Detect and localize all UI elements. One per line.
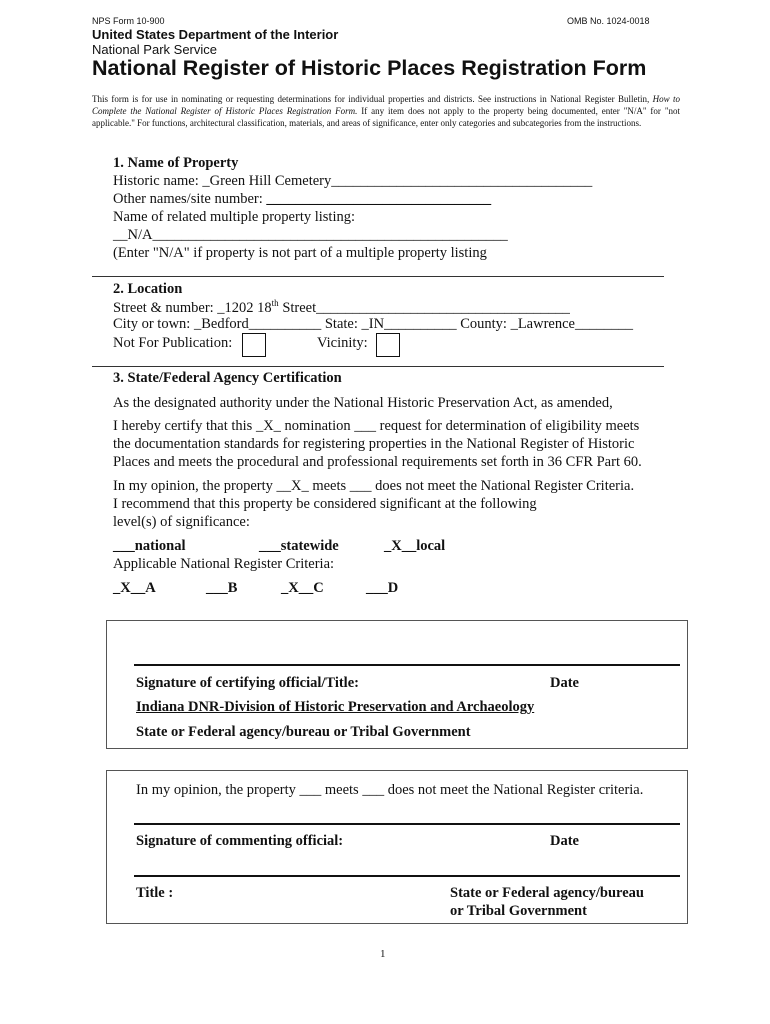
criteria-label: Applicable National Register Criteria: <box>113 556 335 572</box>
certifying-agency-type: State or Federal agency/bureau or Tribal Government <box>136 724 471 740</box>
commenting-agency-line2: or Tribal Government <box>450 903 587 919</box>
level-local: _X__local <box>384 538 446 554</box>
criteria-d: ___D <box>366 580 399 596</box>
service: National Park Service <box>92 42 217 57</box>
vicinity-checkbox[interactable] <box>376 333 400 357</box>
vicinity-label: Vicinity: <box>317 335 368 351</box>
department: United States Department of the Interior <box>92 27 339 42</box>
related-listing-value: __N/A_________________________________________________ <box>113 227 508 243</box>
city-state-county-field: City or town: _Bedford__________ State: _IN__________ County: _Lawrence________ <box>113 316 633 332</box>
page-title: National Register of Historic Places Registration Form <box>92 56 647 80</box>
section2-heading: 2. Location <box>113 281 183 297</box>
certifying-signature-label: Signature of certifying official/Title: <box>136 675 359 691</box>
criteria-b: ___B <box>206 580 238 596</box>
commenting-agency-line1: State or Federal agency/bureau <box>450 885 644 901</box>
certifying-agency: Indiana DNR-Division of Historic Preservation and Archaeology <box>136 699 535 715</box>
divider <box>92 366 664 367</box>
not-for-publication-checkbox[interactable] <box>242 333 266 357</box>
authority-text: As the designated authority under the National Historic Preservation Act, as amended, <box>113 395 613 411</box>
divider <box>92 276 664 277</box>
other-names-field: Other names/site number: _______________________________ <box>113 191 492 207</box>
level-national: ___national <box>113 538 186 554</box>
certify-line1: I hereby certify that this _X_ nomination ___ request for determination of eligibility meets <box>113 418 640 434</box>
street-field: Street & number: _1202 18th Street___________________________________ <box>113 298 570 316</box>
related-listing-label: Name of related multiple property listing: <box>113 209 356 225</box>
commenting-signature-label: Signature of commenting official: <box>136 833 344 849</box>
omb-number: OMB No. 1024-0018 <box>567 16 650 26</box>
criteria-a: _X__A <box>113 580 156 596</box>
comment-opinion: In my opinion, the property ___ meets ___ does not meet the National Register criteria. <box>136 782 644 798</box>
level-statewide: ___statewide <box>259 538 339 554</box>
certify-line3: Places and meets the procedural and professional requirements set forth in 36 CFR Part 60. <box>113 454 642 470</box>
commenting-title-line[interactable] <box>134 875 680 877</box>
certifying-signature-line[interactable] <box>134 664 680 666</box>
intro-paragraph: This form is for use in nominating or requesting determinations for individual properties and districts. See instructions in National Register Bulletin, How to Complete the National Register of Historic Places Registration Form. If any item does not apply to the property being documented, enter "N/A" for "not applicable." For functions, architectural classification, materials, and areas of significance, enter only categories and subcategories from the instructions. <box>92 94 681 128</box>
criteria-c: _X__C <box>281 580 324 596</box>
commenting-signature-line[interactable] <box>134 823 680 825</box>
related-listing-note: (Enter "N/A" if property is not part of a multiple property listing <box>113 245 487 261</box>
opinion-line3: level(s) of significance: <box>113 514 250 530</box>
certifying-date-label: Date <box>550 675 579 691</box>
commenting-title-label: Title : <box>136 885 174 901</box>
commenting-date-label: Date <box>550 833 579 849</box>
form-number: NPS Form 10-900 <box>92 16 165 26</box>
opinion-line2: I recommend that this property be considered significant at the following <box>113 496 537 512</box>
historic-name-field: Historic name: _Green Hill Cemetery____________________________________ <box>113 173 593 189</box>
page-number: 1 <box>380 948 386 960</box>
opinion-line1: In my opinion, the property __X_ meets ___ does not meet the National Register Criteria. <box>113 478 635 494</box>
section1-heading: 1. Name of Property <box>113 155 239 171</box>
certify-line2: the documentation standards for registering properties in the National Register of Historic <box>113 436 635 452</box>
not-for-publication-label: Not For Publication: <box>113 335 233 351</box>
section3-heading: 3. State/Federal Agency Certification <box>113 370 342 386</box>
